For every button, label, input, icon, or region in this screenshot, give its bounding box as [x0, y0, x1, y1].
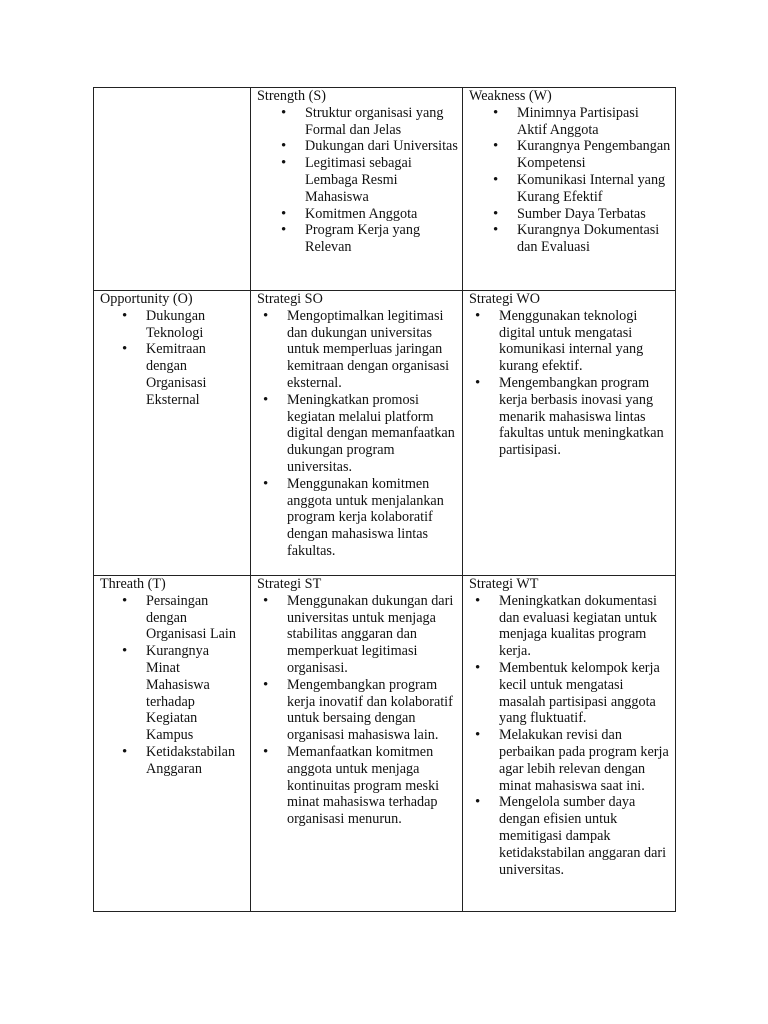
weakness-cell — [463, 88, 676, 291]
strategi-wo-title: Strategi WO — [469, 291, 541, 307]
strategi-so-list — [257, 308, 458, 560]
empty-corner-cell — [94, 88, 251, 291]
list-item: • Kurangnya Minat Mahasiswa terhadap Kegiatan Kampus — [146, 643, 246, 744]
strength-title: Strength (S) — [257, 88, 326, 104]
list-item: • Dukungan Teknologi — [146, 308, 246, 342]
strategi-st-cell — [251, 576, 463, 912]
strategi-wo-list — [469, 308, 671, 459]
strategi-st-title: Strategi ST — [257, 576, 322, 592]
list-item: • Meningkatkan dokumentasi dan evaluasi kegiatan untuk menjaga kualitas program kerja. — [499, 593, 671, 660]
strategi-wo-cell — [463, 291, 676, 576]
threat-title: Threath (T) — [100, 576, 166, 592]
list-item: • Melakukan revisi dan perbaikan pada program kerja agar lebih relevan dengan minat mahasiswa saat ini. — [499, 727, 671, 794]
strategi-so-cell — [251, 291, 463, 576]
swot-table — [93, 87, 676, 912]
list-item: • Meningkatkan promosi kegiatan melalui platform digital dengan memanfaatkan dukungan program universitas. — [287, 392, 458, 476]
list-item: • Kemitraan dengan Organisasi Eksternal — [146, 341, 246, 408]
list-item: • Mengembangkan program kerja berbasis inovasi yang menarik mahasiswa lintas fakultas untuk meningkatkan partisipasi. — [499, 375, 671, 459]
strength-list — [257, 105, 458, 256]
weakness-list — [469, 105, 671, 256]
strategi-so-title: Strategi SO — [257, 291, 323, 307]
strategi-st-list — [257, 593, 458, 828]
strength-cell — [251, 88, 463, 291]
list-item: • Ketidakstabilan Anggaran — [146, 744, 246, 778]
threat-list — [100, 593, 246, 778]
list-item: • Membentuk kelompok kerja kecil untuk mengatasi masalah partisipasi anggota yang fluktuatif. — [499, 660, 671, 727]
list-item: • Mengelola sumber daya dengan efisien untuk memitigasi dampak ketidakstabilan anggaran dari universitas. — [499, 794, 671, 878]
list-item: • Program Kerja yang Relevan — [305, 222, 458, 256]
strategi-wt-title: Strategi WT — [469, 576, 539, 592]
list-item: • Komitmen Anggota — [305, 206, 458, 223]
list-item: • Dukungan dari Universitas — [305, 138, 458, 155]
list-item: • Menggunakan komitmen anggota untuk menjalankan program kerja kolaboratif dengan mahasiswa lintas fakultas. — [287, 476, 458, 560]
list-item: • Mengembangkan program kerja inovatif dan kolaboratif untuk bersaing dengan organisasi mahasiswa lain. — [287, 677, 458, 744]
list-item: • Persaingan dengan Organisasi Lain — [146, 593, 246, 643]
opportunity-title: Opportunity (O) — [100, 291, 193, 307]
list-item: • Kurangnya Dokumentasi dan Evaluasi — [517, 222, 671, 256]
list-item: • Komunikasi Internal yang Kurang Efektif — [517, 172, 671, 206]
opportunity-list — [100, 308, 246, 409]
weakness-title: Weakness (W) — [469, 88, 552, 104]
list-item: • Menggunakan teknologi digital untuk mengatasi komunikasi internal yang kurang efektif. — [499, 308, 671, 375]
list-item: • Minimnya Partisipasi Aktif Anggota — [517, 105, 671, 139]
strategi-wt-list — [469, 593, 671, 879]
list-item: • Kurangnya Pengembangan Kompetensi — [517, 138, 671, 172]
swot-row-threat — [94, 576, 676, 912]
list-item: • Legitimasi sebagai Lembaga Resmi Mahasiswa — [305, 155, 458, 205]
opportunity-cell — [94, 291, 251, 576]
list-item: • Mengoptimalkan legitimasi dan dukungan universitas untuk memperluas jaringan kemitraan dengan organisasi eksternal. — [287, 308, 458, 392]
threat-cell — [94, 576, 251, 912]
strategi-wt-cell — [463, 576, 676, 912]
list-item: • Memanfaatkan komitmen anggota untuk menjaga kontinuitas program meski minat mahasiswa terhadap organisasi menurun. — [287, 744, 458, 828]
list-item: • Sumber Daya Terbatas — [517, 206, 671, 223]
list-item: • Struktur organisasi yang Formal dan Jelas — [305, 105, 458, 139]
swot-row-opportunity — [94, 291, 676, 576]
swot-row-header — [94, 88, 676, 291]
list-item: • Menggunakan dukungan dari universitas untuk menjaga stabilitas anggaran dan memperkuat legitimasi organisasi. — [287, 593, 458, 677]
